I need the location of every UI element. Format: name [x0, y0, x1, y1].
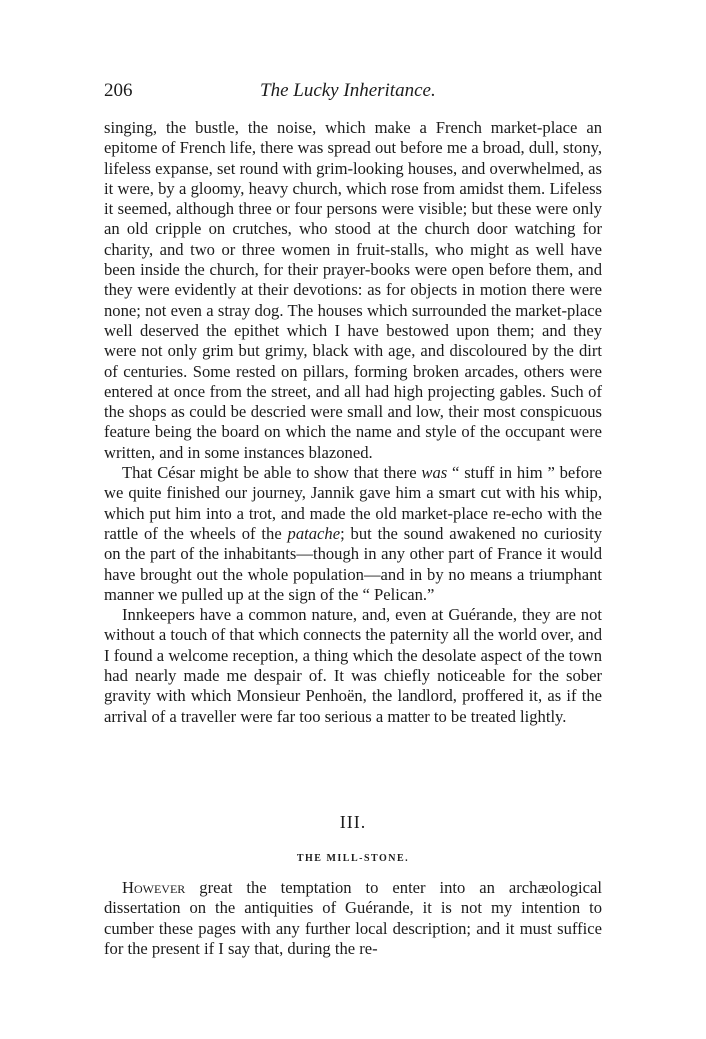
paragraph-4 — [104, 878, 602, 959]
page-number: 206 — [104, 80, 133, 101]
paragraph-3: Innkeepers have a common nature, and, even at Guérande, they are not without a touch of that which connects the paternity all the world over, and I found a welcome reception, a thing which the desolate aspect of the town had nearly made me despair of. It was chiefly noticeable for the sober gravity with which Monsieur Penhoën, the landlord, proffered it, as if the arrival of a traveller were far too serious a matter to be treated lightly. — [104, 605, 602, 726]
section-opening-text — [104, 878, 602, 959]
section-opening-body: great the temptation to enter into an archæological dissertation on the antiquities of Guérande, it is not my intention to cumber these pages with any further local description; and it must suffice for the present if I say that, during the re- — [104, 878, 602, 958]
paragraph-1: singing, the bustle, the noise, which make a French market-place an epitome of French life, there was spread out before me a broad, dull, stony, lifeless expanse, set round with grim-looking houses, and overwhelmed, as it were, by a gloomy, heavy church, which rose from amidst them. Lifeless it seemed, although three or four persons were visible; but these were only an old cripple on crutches, who stood at the church door watching for charity, and two or three women in fruit-stalls, who might as well have been inside the church, for their prayer-books were open before them, and they were evidently at their devotions: as for objects in motion there were none; not even a stray dog. The houses which surrounded the market-place well deserved the epithet which I have bestowed upon them; and they were not only grim but grimy, black with age, and discoloured by the dirt of centuries. Some rested on pillars, forming broken arcades, others were entered at once from the street, and all had high projecting gables. Such of the shops as could be descried were small and low, their most conspicuous feature being the board on which the name and style of the occupant were written, and in some instances blazoned. — [104, 118, 602, 462]
paragraph-2-part-c: ; but the sound awakened no curiosity on the part of the inhabitants—though in any other part of France it would have brought out the whole population—and in by no means a triumphant manner we pulled up at the sign of the “ Pelican.” — [104, 523, 602, 604]
paragraph-2 — [104, 463, 602, 605]
chapter-title: THE MILL-STONE. — [296, 853, 410, 864]
chapter-number: III. — [339, 812, 367, 832]
paragraph-2-part-a: That César might be able to show that there — [122, 463, 422, 483]
running-title: The Lucky Inheritance. — [260, 80, 436, 101]
page-header — [104, 80, 604, 106]
body-text — [104, 118, 602, 727]
section-opening-word: However — [122, 878, 186, 897]
paragraph-2-part-b: “ stuff in him ” before we quite finished our journey, Jannik gave him a smart cut with his whip, which put him into a trot, and made the old market-place re-echo with the rattle of the wheels of the — [104, 463, 602, 543]
paragraph-2-italic-b: patache — [287, 523, 341, 543]
paragraph-2-italic-a: was — [421, 463, 448, 483]
